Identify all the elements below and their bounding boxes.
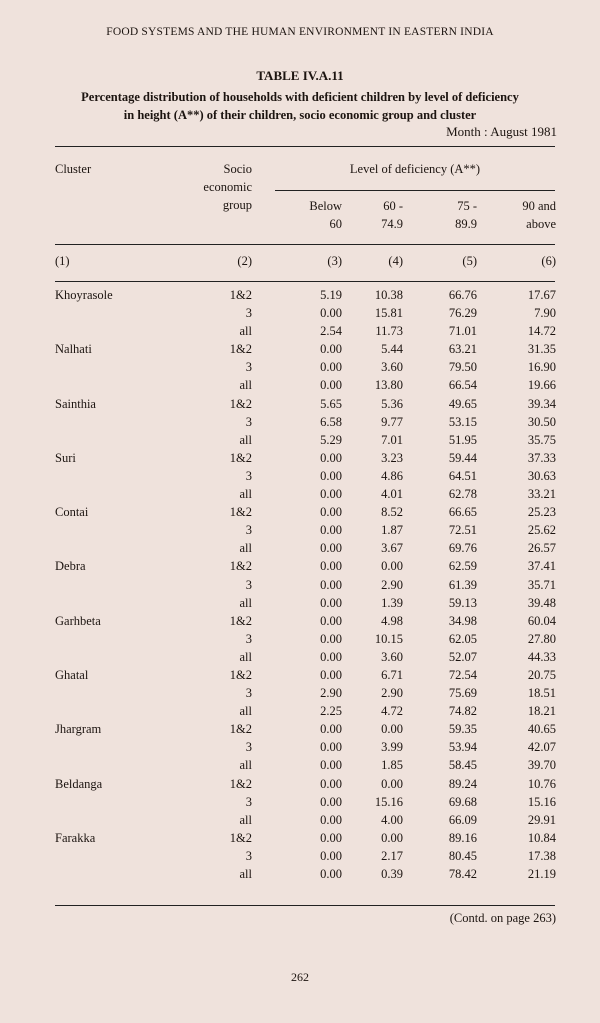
value-90-and-above: 37.33 xyxy=(527,450,556,465)
table-top-rule xyxy=(55,146,555,147)
header-col5-line1: 75 - xyxy=(457,199,477,213)
table-row xyxy=(0,286,600,304)
table-row xyxy=(0,738,600,756)
cluster-name: Farakka xyxy=(55,830,96,845)
table-row xyxy=(0,395,600,413)
table-row xyxy=(0,702,600,720)
value-60-74-9: 3.60 xyxy=(381,649,403,664)
socio-economic-group: 1&2 xyxy=(229,505,252,520)
table-row xyxy=(0,648,600,666)
table-row xyxy=(0,612,600,630)
table-row xyxy=(0,775,600,793)
socio-economic-group: 3 xyxy=(245,306,252,321)
value-below-60: 0.00 xyxy=(320,867,342,881)
value-90-and-above: 31.35 xyxy=(527,342,556,357)
socio-economic-group: all xyxy=(239,487,252,502)
col-number-2: (2) xyxy=(237,254,252,268)
value-90-and-above: 21.19 xyxy=(527,867,556,881)
value-75-89-9: 53.94 xyxy=(448,740,477,755)
value-below-60: 0.00 xyxy=(320,794,342,809)
value-below-60: 0.00 xyxy=(320,505,342,520)
value-60-74-9: 10.38 xyxy=(374,288,403,302)
value-below-60: 5.19 xyxy=(320,288,342,302)
value-below-60: 0.00 xyxy=(320,613,342,628)
col-number-4: (4) xyxy=(388,254,403,268)
value-60-74-9: 0.00 xyxy=(381,830,403,845)
table-row xyxy=(0,557,600,575)
value-75-89-9: 53.15 xyxy=(448,414,477,429)
socio-economic-group: 1&2 xyxy=(229,722,252,737)
socio-economic-group: 3 xyxy=(245,523,252,538)
socio-economic-group: all xyxy=(239,812,252,827)
value-75-89-9: 59.44 xyxy=(448,450,477,465)
value-90-and-above: 39.34 xyxy=(527,396,556,411)
value-below-60: 5.65 xyxy=(320,396,342,411)
header-col5-line2: 89.9 xyxy=(455,217,477,231)
value-90-and-above: 37.41 xyxy=(527,559,556,574)
table-row xyxy=(0,467,600,485)
value-60-74-9: 13.80 xyxy=(374,378,403,393)
value-75-89-9: 72.51 xyxy=(448,523,477,538)
value-75-89-9: 66.09 xyxy=(448,812,477,827)
value-60-74-9: 9.77 xyxy=(381,414,403,429)
value-75-89-9: 79.50 xyxy=(448,360,477,375)
running-head: FOOD SYSTEMS AND THE HUMAN ENVIRONMENT IN EASTERN INDIA xyxy=(106,26,494,38)
value-75-89-9: 61.39 xyxy=(448,577,477,592)
table-row xyxy=(0,811,600,829)
socio-economic-group: all xyxy=(239,704,252,719)
socio-economic-group: all xyxy=(239,324,252,339)
value-90-and-above: 35.71 xyxy=(527,577,556,592)
value-75-89-9: 58.45 xyxy=(448,758,477,773)
value-below-60: 0.00 xyxy=(320,667,342,682)
value-75-89-9: 66.65 xyxy=(448,505,477,520)
value-75-89-9: 51.95 xyxy=(448,432,477,447)
header-sub-rule xyxy=(275,190,555,191)
cluster-name: Contai xyxy=(55,505,89,520)
cluster-name: Nalhati xyxy=(55,342,92,357)
value-60-74-9: 0.00 xyxy=(381,722,403,737)
value-below-60: 0.00 xyxy=(320,848,342,863)
cluster-name: Ghatal xyxy=(55,667,89,682)
table-row xyxy=(0,539,600,557)
socio-economic-group: all xyxy=(239,758,252,773)
value-75-89-9: 74.82 xyxy=(448,704,477,719)
value-below-60: 0.00 xyxy=(320,378,342,393)
value-below-60: 0.00 xyxy=(320,450,342,465)
table-row xyxy=(0,630,600,648)
value-75-89-9: 62.59 xyxy=(448,559,477,574)
table-row xyxy=(0,358,600,376)
socio-economic-group: all xyxy=(239,432,252,447)
value-below-60: 0.00 xyxy=(320,812,342,827)
value-60-74-9: 6.71 xyxy=(381,667,403,682)
socio-economic-group: 1&2 xyxy=(229,776,252,791)
value-below-60: 0.00 xyxy=(320,306,342,321)
value-below-60: 0.00 xyxy=(320,758,342,773)
cluster-name: Jhargram xyxy=(55,722,102,737)
value-below-60: 0.00 xyxy=(320,595,342,610)
socio-economic-group: 3 xyxy=(245,468,252,483)
value-75-89-9: 69.68 xyxy=(448,794,477,809)
table-row xyxy=(0,340,600,358)
value-60-74-9: 8.52 xyxy=(381,505,403,520)
value-below-60: 0.00 xyxy=(320,740,342,755)
value-below-60: 0.00 xyxy=(320,487,342,502)
socio-economic-group: 3 xyxy=(245,577,252,592)
value-75-89-9: 62.78 xyxy=(448,487,477,502)
value-90-and-above: 7.90 xyxy=(534,306,556,321)
value-60-74-9: 7.01 xyxy=(381,432,403,447)
value-60-74-9: 15.16 xyxy=(374,794,403,809)
value-75-89-9: 78.42 xyxy=(448,867,477,881)
table-row xyxy=(0,594,600,612)
table-body xyxy=(0,286,600,883)
value-below-60: 0.00 xyxy=(320,830,342,845)
value-90-and-above: 35.75 xyxy=(527,432,556,447)
value-90-and-above: 44.33 xyxy=(527,649,556,664)
header-col4-line2: 74.9 xyxy=(381,217,403,231)
socio-economic-group: 1&2 xyxy=(229,613,252,628)
value-60-74-9: 3.99 xyxy=(381,740,403,755)
value-90-and-above: 29.91 xyxy=(527,812,556,827)
header-socio-line3: group xyxy=(222,198,252,212)
socio-economic-group: 3 xyxy=(245,740,252,755)
socio-economic-group: 1&2 xyxy=(229,288,252,302)
table-row xyxy=(0,431,600,449)
value-75-89-9: 52.07 xyxy=(448,649,477,664)
cluster-name: Suri xyxy=(55,450,76,465)
value-60-74-9: 1.87 xyxy=(381,523,403,538)
value-90-and-above: 60.04 xyxy=(527,613,556,628)
value-below-60: 0.00 xyxy=(320,631,342,646)
value-90-and-above: 17.67 xyxy=(527,288,556,302)
value-75-89-9: 69.76 xyxy=(448,541,477,556)
header-socio-line2: economic xyxy=(203,180,252,194)
value-90-and-above: 26.57 xyxy=(527,541,556,556)
value-90-and-above: 25.23 xyxy=(527,505,556,520)
value-90-and-above: 19.66 xyxy=(527,378,556,393)
value-below-60: 0.00 xyxy=(320,776,342,791)
value-below-60: 0.00 xyxy=(320,468,342,483)
table-row xyxy=(0,865,600,883)
value-60-74-9: 4.01 xyxy=(381,487,403,502)
table-row xyxy=(0,413,600,431)
header-col5 xyxy=(455,197,477,233)
header-cluster: Cluster xyxy=(55,162,92,176)
value-below-60: 0.00 xyxy=(320,523,342,538)
value-below-60: 0.00 xyxy=(320,342,342,357)
value-75-89-9: 63.21 xyxy=(448,342,477,357)
caption-line-1: Percentage distribution of households with deficient children by level of deficiency xyxy=(81,90,519,104)
value-60-74-9: 1.39 xyxy=(381,595,403,610)
table-row xyxy=(0,576,600,594)
socio-economic-group: 3 xyxy=(245,848,252,863)
socio-economic-group: all xyxy=(239,595,252,610)
socio-economic-group: all xyxy=(239,649,252,664)
value-below-60: 2.90 xyxy=(320,686,342,701)
value-75-89-9: 59.13 xyxy=(448,595,477,610)
socio-economic-group: 1&2 xyxy=(229,667,252,682)
page-number: 262 xyxy=(291,970,309,984)
socio-economic-group: 1&2 xyxy=(229,396,252,411)
col-number-3: (3) xyxy=(327,254,342,268)
value-60-74-9: 11.73 xyxy=(375,324,403,339)
value-60-74-9: 5.44 xyxy=(381,342,403,357)
value-75-89-9: 76.29 xyxy=(448,306,477,321)
value-below-60: 0.00 xyxy=(320,360,342,375)
socio-economic-group: 1&2 xyxy=(229,450,252,465)
value-90-and-above: 42.07 xyxy=(527,740,556,755)
value-75-89-9: 72.54 xyxy=(448,667,477,682)
socio-economic-group: 1&2 xyxy=(229,830,252,845)
col-number-1: (1) xyxy=(55,254,70,268)
value-90-and-above: 27.80 xyxy=(527,631,556,646)
table-row xyxy=(0,847,600,865)
value-75-89-9: 62.05 xyxy=(448,631,477,646)
header-col3-line2: 60 xyxy=(329,217,342,231)
table-row xyxy=(0,829,600,847)
value-75-89-9: 64.51 xyxy=(448,468,477,483)
value-90-and-above: 30.50 xyxy=(527,414,556,429)
value-75-89-9: 89.24 xyxy=(448,776,477,791)
table-row xyxy=(0,503,600,521)
header-col6 xyxy=(522,197,556,233)
value-60-74-9: 0.39 xyxy=(381,867,403,881)
value-below-60: 0.00 xyxy=(320,541,342,556)
value-60-74-9: 10.15 xyxy=(374,631,403,646)
value-60-74-9: 2.17 xyxy=(381,848,403,863)
value-75-89-9: 66.76 xyxy=(448,288,477,302)
cluster-name: Debra xyxy=(55,559,86,574)
value-below-60: 2.54 xyxy=(320,324,342,339)
socio-economic-group: 3 xyxy=(245,631,252,646)
header-col4 xyxy=(381,197,403,233)
value-below-60: 0.00 xyxy=(320,722,342,737)
value-below-60: 0.00 xyxy=(320,649,342,664)
value-below-60: 2.25 xyxy=(320,704,342,719)
value-75-89-9: 71.01 xyxy=(448,324,477,339)
value-90-and-above: 39.70 xyxy=(527,758,556,773)
value-90-and-above: 17.38 xyxy=(527,848,556,863)
value-below-60: 6.58 xyxy=(320,414,342,429)
value-90-and-above: 10.76 xyxy=(527,776,556,791)
table-row xyxy=(0,666,600,684)
value-60-74-9: 3.60 xyxy=(381,360,403,375)
value-90-and-above: 40.65 xyxy=(527,722,556,737)
value-60-74-9: 0.00 xyxy=(381,776,403,791)
socio-economic-group: 3 xyxy=(245,794,252,809)
value-60-74-9: 4.00 xyxy=(381,812,403,827)
value-75-89-9: 66.54 xyxy=(448,378,477,393)
header-col3-line1: Below xyxy=(309,199,342,213)
header-bottom-rule xyxy=(55,244,555,245)
continued-note: (Contd. on page 263) xyxy=(449,911,556,925)
table-title: TABLE IV.A.11 xyxy=(256,68,344,83)
value-90-and-above: 30.63 xyxy=(527,468,556,483)
socio-economic-group: 1&2 xyxy=(229,559,252,574)
value-75-89-9: 75.69 xyxy=(448,686,477,701)
col-number-6: (6) xyxy=(541,254,556,268)
cluster-name: Beldanga xyxy=(55,776,103,791)
table-row xyxy=(0,720,600,738)
socio-economic-group: all xyxy=(239,378,252,393)
value-90-and-above: 25.62 xyxy=(527,523,556,538)
table-row xyxy=(0,322,600,340)
value-60-74-9: 4.86 xyxy=(381,468,403,483)
value-60-74-9: 1.85 xyxy=(381,758,403,773)
column-number-rule xyxy=(55,281,555,282)
value-90-and-above: 18.21 xyxy=(527,704,556,719)
header-col3 xyxy=(309,197,342,233)
table-row xyxy=(0,756,600,774)
value-75-89-9: 89.16 xyxy=(448,830,477,845)
value-75-89-9: 59.35 xyxy=(448,722,477,737)
value-60-74-9: 3.23 xyxy=(381,450,403,465)
socio-economic-group: 3 xyxy=(245,360,252,375)
value-60-74-9: 4.72 xyxy=(381,704,403,719)
value-75-89-9: 49.65 xyxy=(448,396,477,411)
table-bottom-rule xyxy=(55,905,555,906)
header-col6-line1: 90 and xyxy=(522,199,556,213)
table-caption xyxy=(40,88,560,124)
value-90-and-above: 15.16 xyxy=(527,794,556,809)
value-90-and-above: 39.48 xyxy=(527,595,556,610)
month-label: Month : August 1981 xyxy=(446,124,557,139)
caption-line-2: in height (A**) of their children, socio economic group and cluster xyxy=(123,108,477,122)
value-60-74-9: 0.00 xyxy=(381,559,403,574)
value-below-60: 5.29 xyxy=(320,432,342,447)
value-below-60: 0.00 xyxy=(320,577,342,592)
socio-economic-group: 3 xyxy=(245,686,252,701)
table-row xyxy=(0,684,600,702)
value-90-and-above: 16.90 xyxy=(527,360,556,375)
header-level-of-deficiency: Level of deficiency (A**) xyxy=(349,162,481,176)
cluster-name: Sainthia xyxy=(55,396,96,411)
socio-economic-group: all xyxy=(239,867,252,881)
value-90-and-above: 10.84 xyxy=(527,830,556,845)
socio-economic-group: all xyxy=(239,541,252,556)
value-90-and-above: 33.21 xyxy=(527,487,556,502)
table-row xyxy=(0,449,600,467)
value-90-and-above: 20.75 xyxy=(527,667,556,682)
header-col4-line1: 60 - xyxy=(383,199,403,213)
col-number-5: (5) xyxy=(462,254,477,268)
value-90-and-above: 14.72 xyxy=(527,324,556,339)
header-col6-line2: above xyxy=(526,217,556,231)
value-60-74-9: 2.90 xyxy=(381,686,403,701)
value-90-and-above: 18.51 xyxy=(527,686,556,701)
value-75-89-9: 34.98 xyxy=(448,613,477,628)
table-row xyxy=(0,304,600,322)
cluster-name: Garhbeta xyxy=(55,613,101,628)
socio-economic-group: 1&2 xyxy=(229,342,252,357)
table-row xyxy=(0,521,600,539)
table-row xyxy=(0,793,600,811)
cluster-name: Khoyrasole xyxy=(55,288,113,302)
table-row xyxy=(0,485,600,503)
value-60-74-9: 3.67 xyxy=(381,541,403,556)
header-socio-economic-group xyxy=(203,160,252,214)
socio-economic-group: 3 xyxy=(245,414,252,429)
value-60-74-9: 15.81 xyxy=(374,306,403,321)
value-60-74-9: 5.36 xyxy=(381,396,403,411)
value-60-74-9: 4.98 xyxy=(381,613,403,628)
value-60-74-9: 2.90 xyxy=(381,577,403,592)
table-row xyxy=(0,376,600,394)
value-75-89-9: 80.45 xyxy=(448,848,477,863)
value-below-60: 0.00 xyxy=(320,559,342,574)
header-socio-line1: Socio xyxy=(223,162,252,176)
